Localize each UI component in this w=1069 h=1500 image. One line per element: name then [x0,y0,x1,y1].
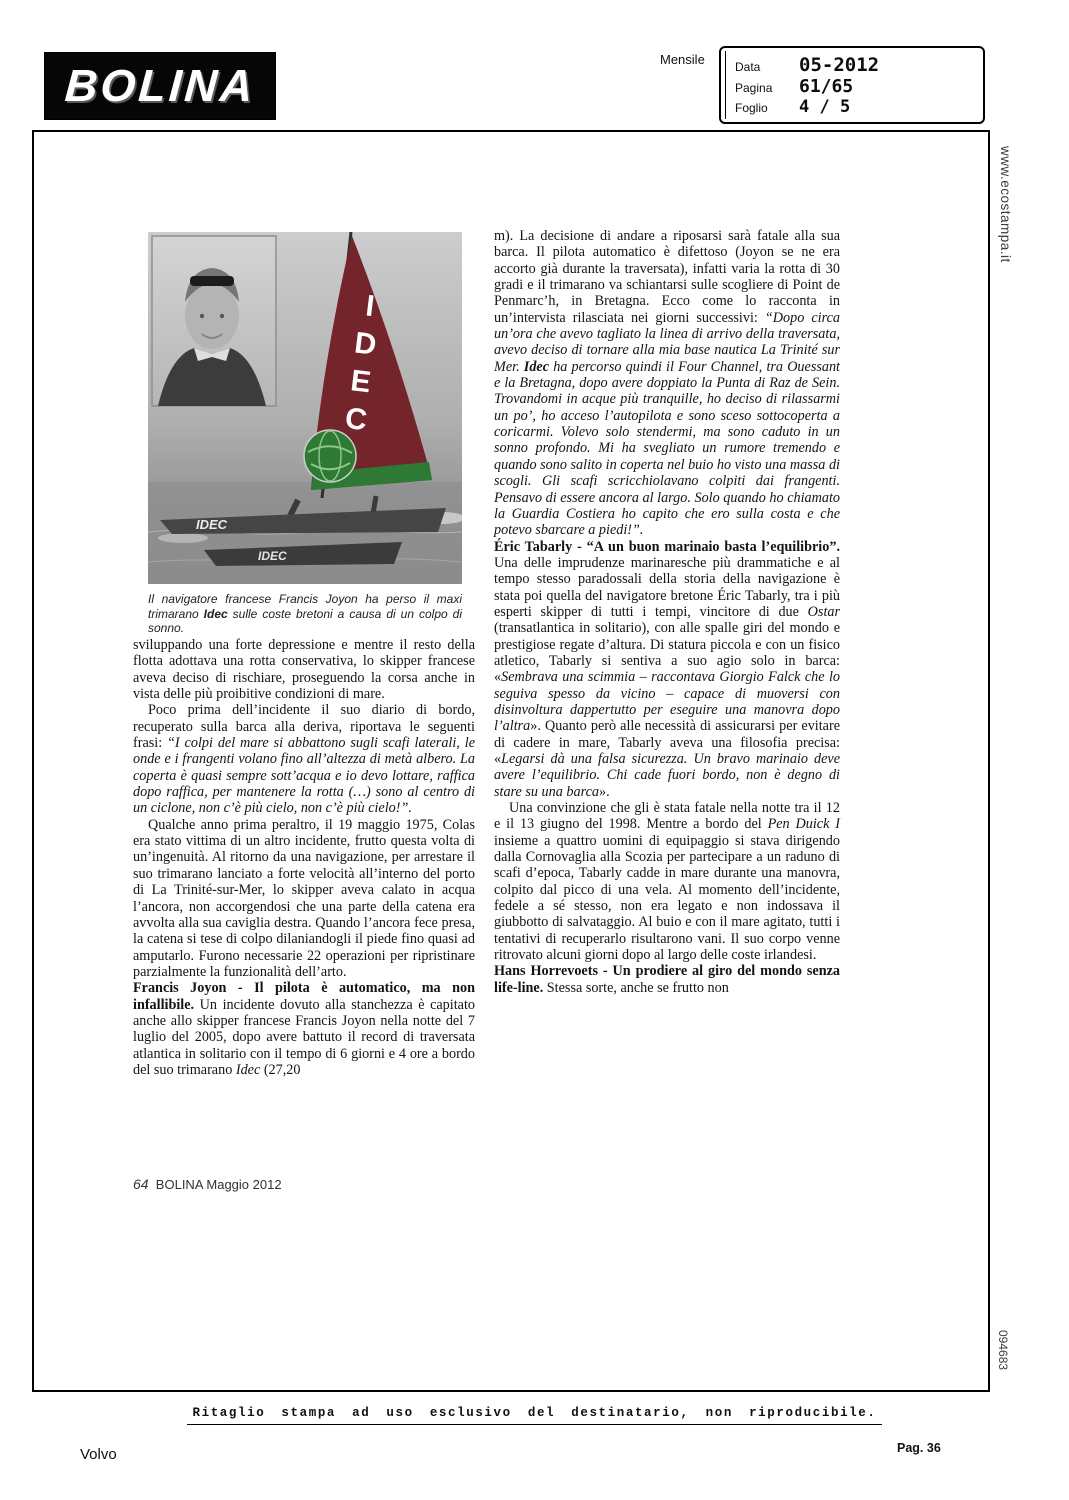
portrait-inset [152,236,276,406]
article-frame [32,130,990,1392]
clipping-code: 094683 [996,1330,1010,1371]
info-label-foglio: Foglio [735,101,768,115]
article-paragraph: Qualche anno prima peraltro, il 19 maggio 1975, Colas era stato vittima di un altro incidente, frutto questa volta di un’ingenuità. Al ritorno da una navigazione, per arrestare il suo trimarano lanciato a forte velocità all’interno del porto di La Trinité-sur-Mer, lo skipper aveva calato in acqua l’ancora, non accorgendosi che una parte della catena era avvolta alla sua caviglia destra. Quando l’ancora fece presa, la catena si tese di colpo dilaniandogli il piede fino quasi ad amputarlo. Furono necessarie 22 operazioni per ripristinare parzialmente la funzionalità dell’arto. [133,816,475,980]
info-label-pagina: Pagina [735,81,773,95]
disclaimer-text: Ritaglio stampa ad uso esclusivo del destinatario, non riproducibile. [187,1406,883,1425]
bolina-logo-text: BOLINA [63,60,258,111]
float-idec-label: IDEC [258,549,287,563]
ecostampa-watermark: www.ecostampa.it [998,146,1013,263]
article-column-right [494,228,840,996]
article-paragraph: Francis Joyon - Il pilota è automatico, ma non infallibile. Un incidente dovuto alla stanchezza è capitato anche allo skipper francese Francis Joyon nella notte del 7 luglio del 2005, dopo avere battuto il record di traversata atlantica in solitario con il tempo di 6 giorni e 4 ore a bordo del suo trimarano Idec (27,20 [133,980,475,1078]
article-paragraph: Poco prima dell’incidente il suo diario di bordo, recuperato sulla barca alla deriva, riportava le seguenti frasi: “I colpi del mare si abbattono sugli scafi laterali, le onde e i frangenti volano fino all’altezza di metà albero. La coperta è quasi sempre sott’acqua e io devo lottare, raffica dopo raffica, per mantenere la rotta (…) sono al centro di un ciclone, non c’è più cielo, non c’è più cielo!”. [133,702,475,817]
article-paragraph: m). La decisione di andare a riposarsi sarà fatale alla sua barca. Il pilota automatico è difettoso (Joyon se ne era accorto già durante la traversata), infatti varia la rotta di 30 gradi e il trimarano va schiantarsi sulle scogliere di Point de Penmarc’h, in Bretagna. Ecco come lo racconta in un’intervista rilasciata nei giorni successivi: “Dopo circa un’ora che avevo tagliato la linea di arrivo della traversata, avevo deciso di tornare alla mia base nautica La Trinité sur Mer. Idec ha percorso quindi il Four Channel, tra Ouessant e la Bretagna, dopo avere doppiato la Punta di Raz de Sein. Trovandomi in acque più tranquille, ho deciso di rilassarmi un po’, ho acceso l’autopilota e sono sceso sottocoperta a coricarmi. Volevo solo stendermi, ma sono caduto in un sonno profondo. Mi ha svegliato un rumore tremendo e quando sono salito in coperta nel buio ho visto una massa di scogli. Gli scafi scricchiolavano colpiti dai frangenti. Pensavo di essere ancora al largo. Solo quando ho chiamato la Guardia Costiera ho capito che ero sulla costa e che potevo sbarcare a piedi!”. [494,228,840,539]
portrait-eye [220,314,224,318]
disclaimer-row [0,1403,1069,1425]
info-label-data: Data [735,60,761,74]
periodicity-label: Mensile [660,52,705,67]
info-row-foglio [735,97,973,117]
sunglasses-icon [190,276,234,286]
page-reference: Pag. 36 [897,1441,941,1455]
portrait-eye [200,314,204,318]
clipping-info-box [719,46,985,124]
sail-idec-label: IDEC [337,287,389,443]
info-value-pagina: 61/65 [799,76,854,97]
brand-volvo: Volvo [80,1446,117,1463]
article-paragraph: Éric Tabarly - “A un buon marinaio basta l’equilibrio”. Una delle imprudenze marinaresche più drammatiche e al tempo stesso paradossali della storia della navigazione è stata poi quella del navigatore bretone Éric Tabarly, tra i più esperti skipper di tutti i tempi, vincitore di due Ostar (transatlantica in solitario), con alle spalle giri del mondo e prestigiose regate d’altura. Di statura piccola e con un fisico atletico, Tabarly si sentiva a suo agio solo in barca: «Sembrava una scimmia – raccontava Giorgio Falck che lo seguiva spesso da vicino – capace di muoversi con disinvoltura dappertutto per eseguire una manovra dopo l’altra». Quanto però alle necessità di assicurarsi per evitare di cadere in mare, Tabarly aveva una filosofia precisa: «Legarsi dà una falsa sicurezza. Un bravo marinaio deve avere l’equilibrio. Chi cade fuori bordo, non è degno di stare su una barca». [494,538,840,800]
wake-foam [158,533,208,543]
info-value-data: 05-2012 [799,54,880,76]
article-column-left [133,637,475,1078]
hull-idec-label: IDEC [196,517,228,532]
info-row-pagina [735,76,973,97]
article-paragraph: Hans Horrevoets - Un prodiere al giro del mondo senza life-line. Stessa sorte, anche se frutto non [494,963,840,996]
info-row-data [735,54,973,76]
trimaran-photo-illustration [148,232,462,584]
info-value-foglio: 4 / 5 [799,97,851,117]
article-photo [148,232,462,584]
bolina-logo [44,52,276,120]
magazine-page-footer: 64 BOLINA Maggio 2012 [133,1176,282,1192]
portrait-face [185,283,239,349]
article-paragraph: sviluppando una forte depressione e mentre il resto della flotta adottava una rotta conservativa, lo skipper francese aveva deciso di rischiare, proseguendo la corsa anche in vista delle più proibitive condizioni di mare. [133,637,475,703]
photo-caption: Il navigatore francese Francis Joyon ha perso il maxi trimarano Idec sulle coste bretoni a causa di un colpo di sonno. [148,592,462,635]
article-paragraph: Una convinzione che gli è stata fatale nella notte tra il 12 e il 13 giugno del 1998. Mentre a bordo del Pen Duick I insieme a quattro uomini di equipaggio si stava dirigendo dalla Cornovaglia alla Scozia per partecipare a un raduno di scafi d’epoca, Tabarly cadde in mare durante una manovra, colpito dal picco di una vela. Al momento dell’incidente, fedele a sé stesso, non era legato e non indossava il giubbotto di salvataggio. Al buio e con il mare agitato, tutti i tentativi di recuperarlo risultarono vani. Il suo corpo venne ritrovato alcuni giorni dopo al largo delle coste irlandesi. [494,800,840,964]
